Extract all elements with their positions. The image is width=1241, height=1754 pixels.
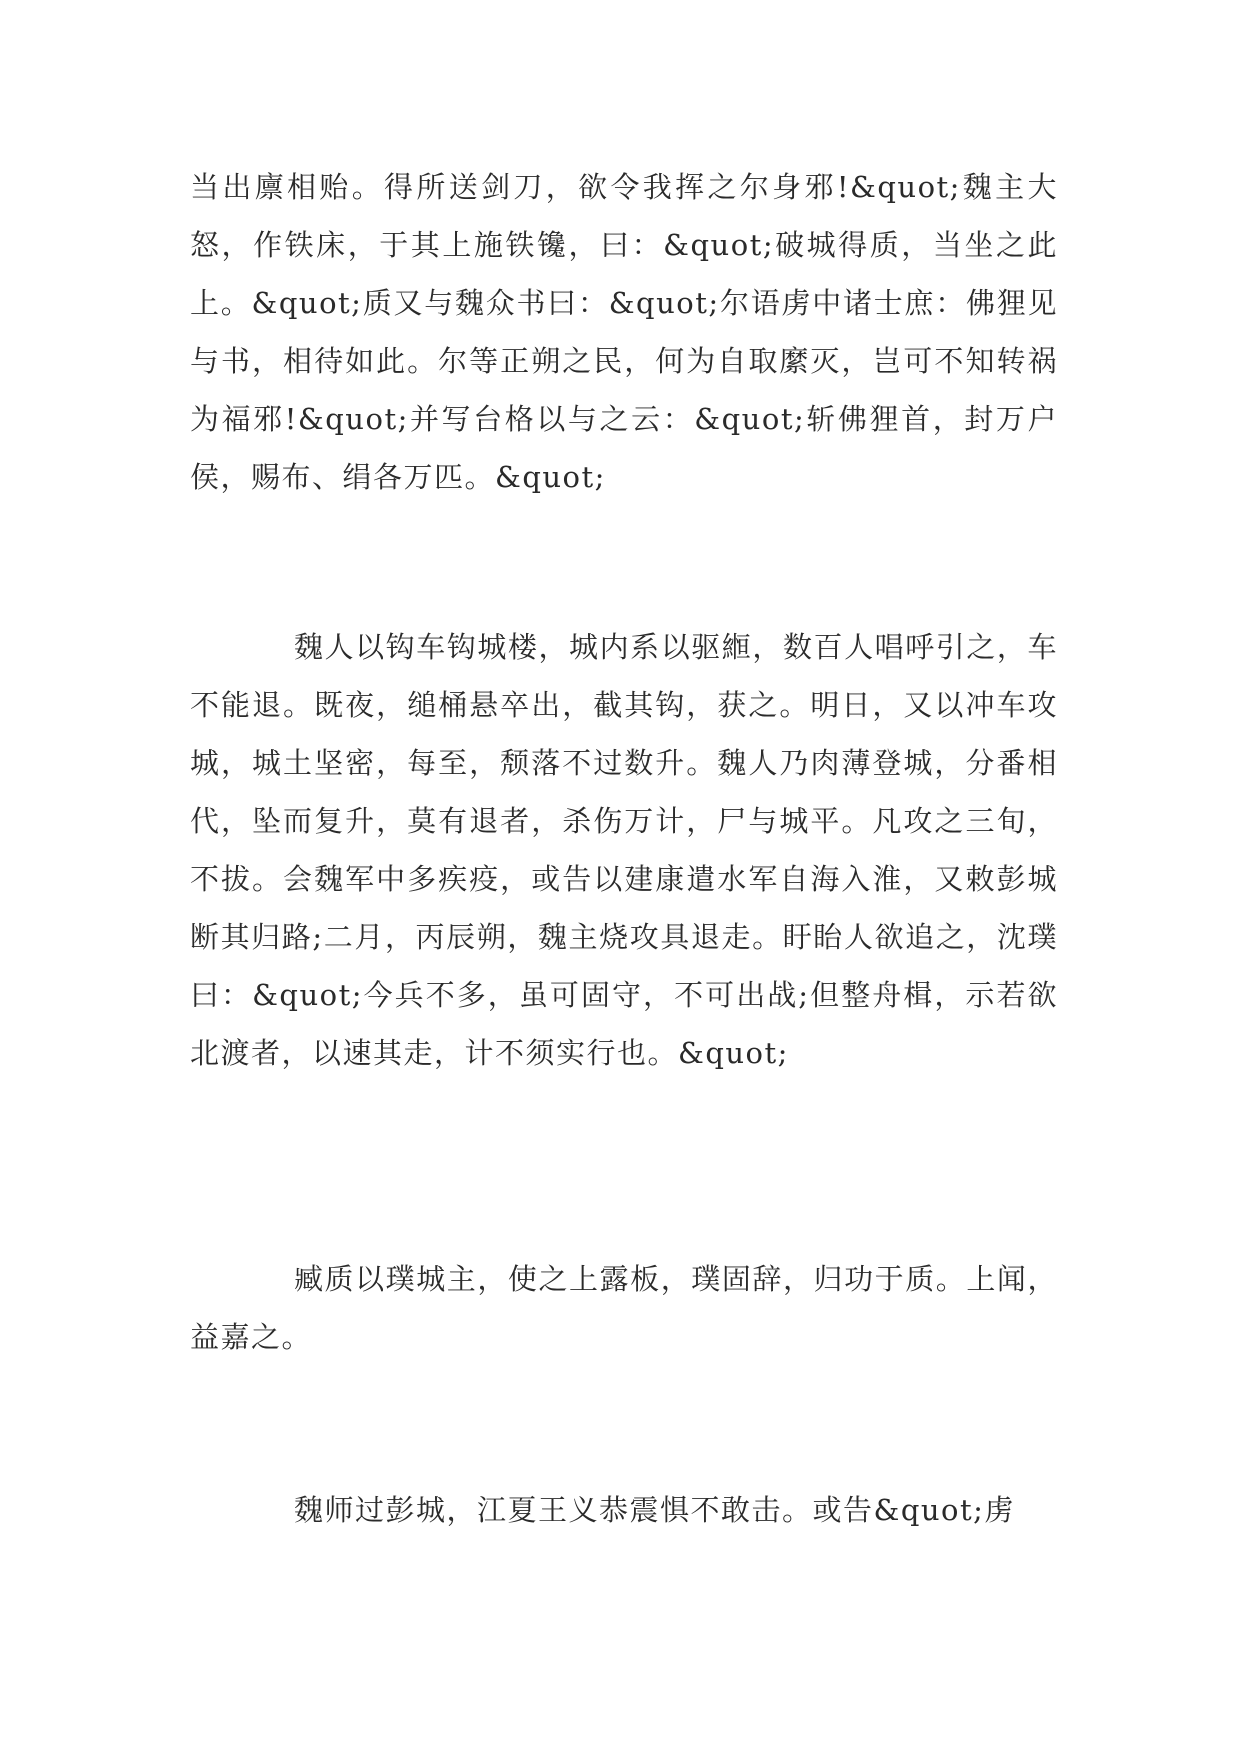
paragraph-4: 魏师过彭城，江夏王义恭震惧不敢击。或告&quot;虏 — [294, 1493, 1015, 1527]
paragraph-1: 当出廪相贻。得所送剑刀，欲令我挥之尔身邪!&quot;魏主大怒，作铁床，于其上施铁镵，曰：&quot;破城得质，当坐之此上。&quot;质又与魏众书曰：&quot;尔语虏中诸士庶：佛狸见与书，相待如此。尔等正朔之民，何为自取縻灭，岂可不知转祸为福邪!&quot;并写台格以与之云：&quot;斩佛狸首，封万户侯，赐布、绢各万匹。&quot; — [190, 170, 1058, 494]
paragraph-3: 臧质以璞城主，使之上露板，璞固辞，归功于质。上闻，益嘉之。 — [190, 1262, 1058, 1354]
paragraph-2: 魏人以钩车钩城楼，城内系以驱縆，数百人唱呼引之，车不能退。既夜，缒桶悬卒出，截其钩，获之。明日，又以冲车攻城，城土坚密，每至，颓落不过数升。魏人乃肉薄登城，分番相代，坠而复升，莫有退者，杀伤万计，尸与城平。凡攻之三旬，不拔。会魏军中多疾疫，或告以建康遣水军自海入淮，又敕彭城断其归路;二月，丙辰朔，魏主烧攻具退走。盱眙人欲追之，沈璞曰：&quot;今兵不多，虽可固守，不可出战;但整舟楫，示若欲北渡者，以速其走，计不须实行也。&quot; — [190, 630, 1058, 1070]
